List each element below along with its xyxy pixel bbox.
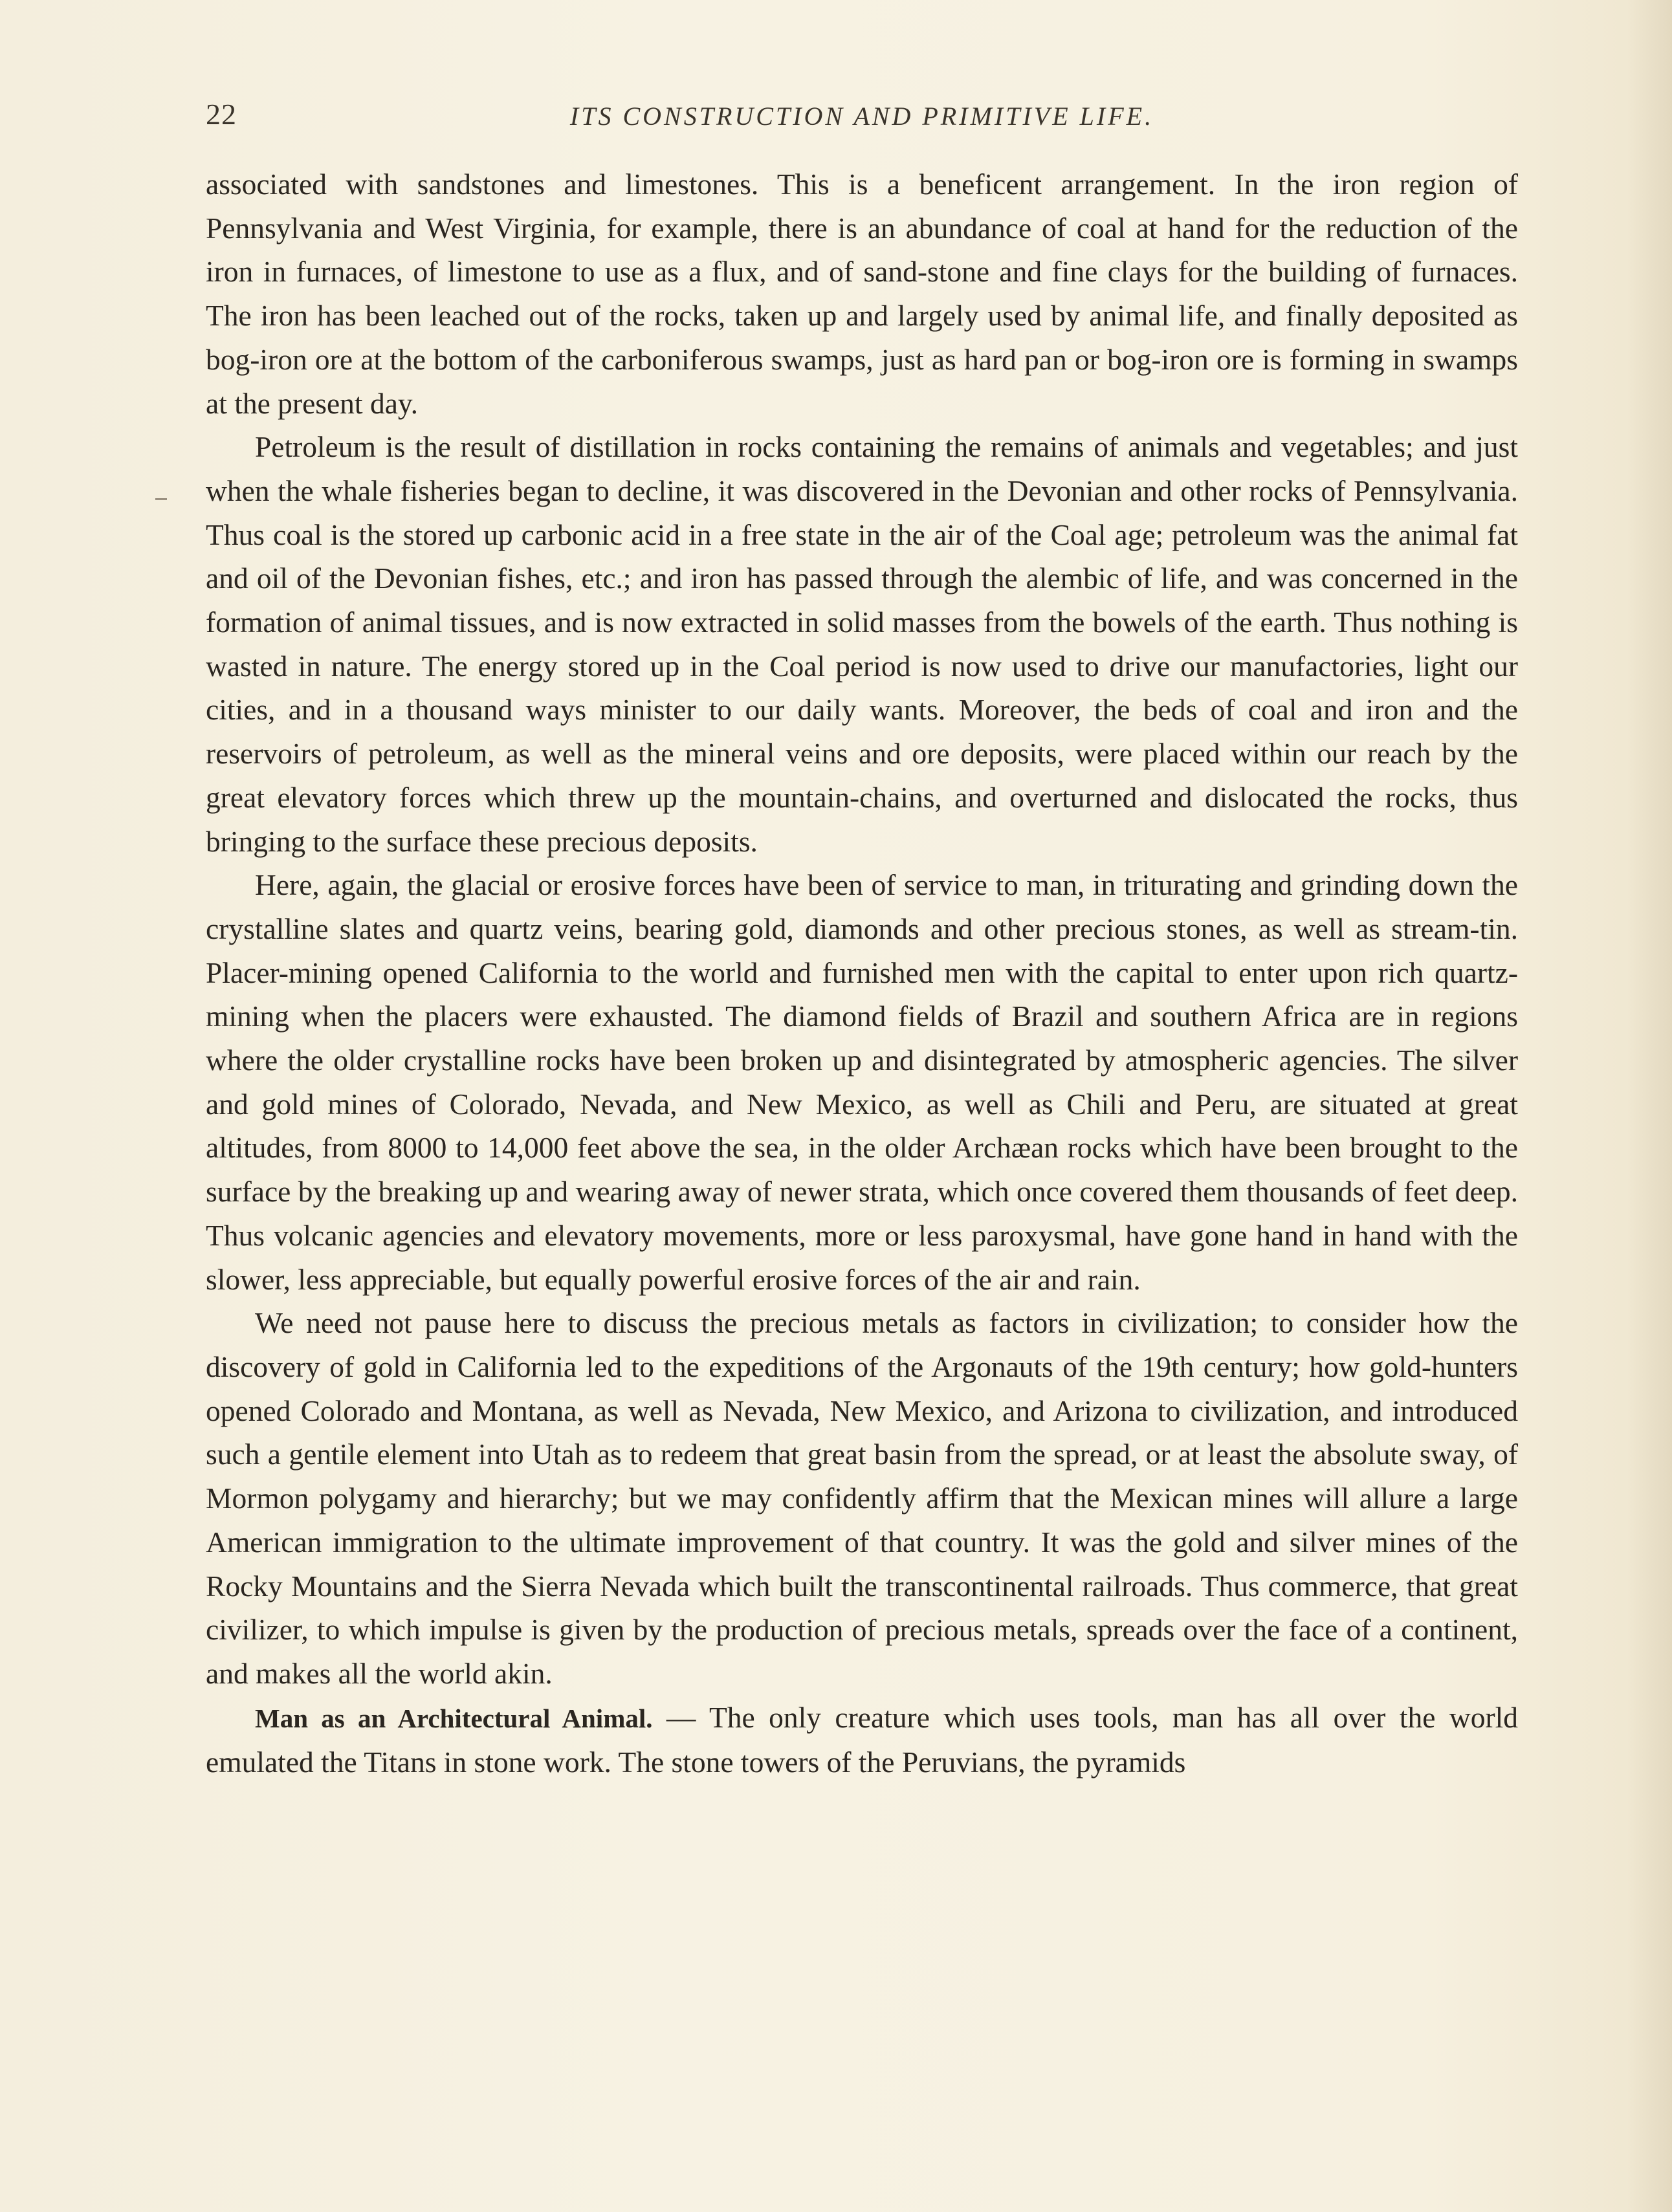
page-edge-shadow bbox=[1627, 0, 1672, 2212]
margin-mark bbox=[155, 498, 167, 500]
paragraph-petroleum: Petroleum is the result of distillation in rocks containing the remains of animals and vegetables; and just when the whale fisheries began to decline, it was discovered in the Devonian and other rocks of Pennsylvania. Thus coal is the stored up carbonic acid in a free state in the air of the Coal age; petroleum was the animal fat and oil of the Devonian fishes, etc.; and iron has passed through the alembic of life, and was concerned in the formation of animal tissues, and is now extracted in solid masses from the bowels of the earth. Thus nothing is wasted in nature. The energy stored up in the Coal period is now used to drive our manufactories, light our cities, and in a thousand ways minister to our daily wants. Moreover, the beds of coal and iron and the reservoirs of petroleum, as well as the mineral veins and ore deposits, were placed within our reach by the great elevatory forces which threw up the mountain-chains, and overturned and dislocated the rocks, thus bringing to the surface these precious deposits. bbox=[206, 430, 1518, 858]
section-paragraph bbox=[206, 1696, 1518, 1784]
running-header bbox=[206, 97, 1518, 142]
section-separator: — bbox=[652, 1700, 709, 1734]
section-heading: Man as an Architectural Animal. bbox=[255, 1703, 653, 1733]
page-number: 22 bbox=[206, 98, 237, 131]
section-text: The only creature which uses tools, man has all over the world emulated the Titans in stone work. The stone towers of the Peruvians, the pyramids bbox=[206, 1700, 1518, 1779]
paragraph-precious-metals: We need not pause here to discuss the precious metals as factors in civilization; to consider how the discovery of gold in California led to the expeditions of the Argonauts of the 19th century; how gold-hunters opened Colorado and Montana, as well as Nevada, New Mexico, and Arizona to civilization, and introduced such a gentile element into Utah as to redeem that great basin from the spread, or at least the absolute sway, of Mormon polygamy and hierarchy; but we may confidently affirm that the Mexican mines will allure a large American immigration to the ultimate improvement of that country. It was the gold and silver mines of the Rocky Mountains and the Sierra Nevada which built the transcontinental railroads. Thus commerce, that great civilizer, to which impulse is given by the production of precious metals, spreads over the face of a continent, and makes all the world akin. bbox=[206, 1306, 1518, 1690]
body-text bbox=[206, 162, 1518, 1784]
paragraph-glacial-forces: Here, again, the glacial or erosive forces have been of service to man, in triturating and grinding down the crystalline slates and quartz veins, bearing gold, diamonds and other precious stones, as well as stream-tin. Placer-mining opened California to the world and furnished men with the capital to enter upon rich quartz-mining when the placers were exhausted. The diamond fields of Brazil and southern Africa are in regions where the older crystalline rocks have been broken up and disintegrated by atmospheric agencies. The silver and gold mines of Colorado, Nevada, and New Mexico, as well as Chili and Peru, are situated at great altitudes, from 8000 to 14,000 feet above the sea, in the older Archæan rocks which have been brought to the surface by the breaking up and wearing away of newer strata, which once covered them thousands of feet deep. Thus volcanic agencies and elevatory movements, more or less paroxysmal, have gone hand in hand with the slower, less appreciable, but equally powerful erosive forces of the air and rain. bbox=[206, 868, 1518, 1296]
paragraph-continued: associated with sandstones and limestones. This is a beneficent arrangement. In the iron region of Pennsylvania and West Virginia, for example, there is an abundance of coal at hand for the reduction of the iron in furnaces, of limestone to use as a flux, and of sand-stone and fine clays for the building of furnaces. The iron has been leached out of the rocks, taken up and largely used by animal life, and finally deposited as bog-iron ore at the bottom of the carboniferous swamps, just as hard pan or bog-iron ore is forming in swamps at the present day. bbox=[206, 168, 1518, 420]
running-title: ITS CONSTRUCTION AND PRIMITIVE LIFE. bbox=[569, 102, 1154, 131]
